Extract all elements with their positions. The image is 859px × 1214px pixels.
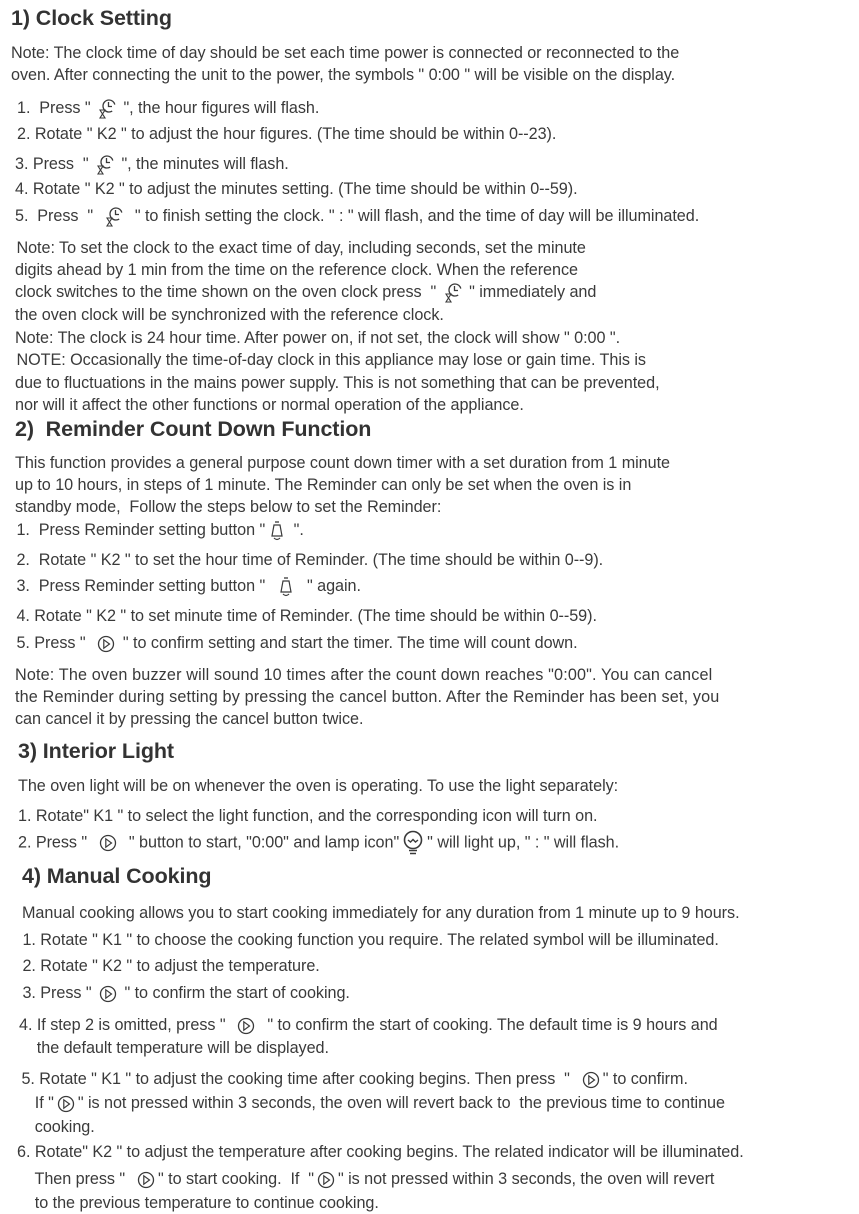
bell-icon (276, 576, 296, 598)
manual-step-2: 2. Rotate " K2 " to adjust the temperature. (18, 957, 320, 975)
start-icon (98, 832, 118, 854)
clock-icon (104, 206, 124, 228)
step-text: 1. Press Reminder setting button " (12, 521, 266, 539)
manual-step-6-line-2 (17, 1168, 714, 1191)
step-text: " is not pressed within 3 seconds, the oven will revert (337, 1170, 715, 1188)
bell-icon (267, 520, 287, 542)
manual-step-6-line-3: to the previous temperature to continue cooking. (17, 1194, 379, 1212)
manual-intro: Manual cooking allows you to start cooking immediately for any duration from 1 minute up to 9 hours. (22, 904, 740, 922)
clock-icon (97, 98, 117, 120)
clock-step-4: 4. Rotate " K2 " to adjust the minutes setting. (The time should be within 0--59). (15, 180, 578, 198)
manual-step-4 (19, 1014, 718, 1037)
clock-drift-note-line-3: nor will it affect the other functions or normal operation of the appliance. (15, 396, 524, 414)
start-icon (98, 983, 118, 1005)
clock-note2-line-2: digits ahead by 1 min from the time on the reference clock. When the reference (15, 261, 578, 279)
step-text: Then press " (17, 1170, 135, 1188)
reminder-step-4: 4. Rotate " K2 " to set minute time of Reminder. (The time should be within 0--59). (12, 607, 597, 625)
step-text: " to confirm the start of cooking. The default time is 9 hours and (258, 1016, 718, 1034)
reminder-note-line-2: the Reminder during setting by pressing the cancel button. After the Reminder has been set, you (15, 688, 720, 706)
step-text: 5. Rotate " K1 " to adjust the cooking time after cooking begins. Then press " (17, 1070, 579, 1088)
step-text: 5. Press " (12, 634, 95, 652)
step-text: 4. If step 2 is omitted, press " (19, 1016, 235, 1034)
light-step-1: 1. Rotate" K1 " to select the light function, and the corresponding icon will turn on. (18, 807, 598, 825)
reminder-step-3 (12, 575, 361, 598)
step-text: " again. (298, 577, 361, 595)
clock-step-2: 2. Rotate " K2 " to adjust the hour figures. (The time should be within 0--23). (17, 125, 557, 143)
reminder-note-line-3: can cancel it by pressing the cancel button twice. (15, 710, 364, 728)
clock-step-3 (15, 153, 289, 176)
step-text: 3. Press " (18, 984, 97, 1002)
clock-24h-note: Note: The clock is 24 hour time. After power on, if not set, the clock will show " 0:00 ". (15, 329, 621, 347)
note-text: clock switches to the time shown on the oven clock press " (15, 283, 441, 301)
clock-note-line-2: oven. After connecting the unit to the power, the symbols " 0:00 " will be visible on the display. (11, 66, 676, 84)
start-icon (316, 1169, 336, 1191)
step-text: " to confirm the start of cooking. (120, 984, 350, 1002)
reminder-step-1 (12, 519, 304, 542)
manual-step-4-line-2: the default temperature will be displayed. (19, 1039, 329, 1057)
interior-light-heading: 3) Interior Light (18, 739, 174, 763)
clock-drift-note-line-2: due to fluctuations in the mains power supply. This is not something that can be prevented, (15, 374, 660, 392)
step-text: 2. Press " (18, 833, 97, 852)
light-intro: The oven light will be on whenever the oven is operating. To use the light separately: (18, 777, 619, 795)
step-text: " to confirm setting and start the timer. The time will count down. (118, 634, 578, 652)
step-text: " button to start, "0:00" and lamp icon" (120, 833, 400, 852)
lamp-icon (401, 830, 425, 856)
step-text: " will light up, " : " will flash. (427, 833, 620, 852)
manual-step-6: 6. Rotate" K2 " to adjust the temperature after cooking begins. The related indicator will be illuminated. (17, 1143, 744, 1161)
step-text: 1. Press " (17, 99, 96, 117)
step-text: 3. Press " (15, 155, 94, 173)
clock-icon (95, 154, 115, 176)
start-icon (236, 1015, 256, 1037)
note-text: " immediately and (464, 283, 597, 301)
manual-step-3 (18, 982, 350, 1005)
clock-drift-note-line-1: NOTE: Occasionally the time-of-day clock in this appliance may lose or gain time. This is (12, 351, 646, 369)
step-text: ", the minutes will flash. (117, 155, 289, 173)
manual-cooking-heading: 4) Manual Cooking (22, 864, 212, 888)
step-text: " to start cooking. If " (158, 1170, 314, 1188)
manual-step-5-line-3: cooking. (17, 1118, 95, 1136)
manual-step-1: 1. Rotate " K1 " to choose the cooking function you require. The related symbol will be illuminated. (18, 931, 719, 949)
start-icon (581, 1069, 601, 1091)
step-text: " to confirm. (602, 1070, 688, 1088)
clock-note-line-1: Note: The clock time of day should be set each time power is connected or reconnected to the (11, 44, 680, 62)
clock-step-1 (17, 97, 319, 120)
clock-note2-line-3 (15, 281, 596, 304)
start-icon (136, 1169, 156, 1191)
clock-step-5 (15, 205, 699, 228)
reminder-note-line-1: Note: The oven buzzer will sound 10 times after the count down reaches "0:00". You can cancel (15, 666, 713, 684)
reminder-step-2: 2. Rotate " K2 " to set the hour time of Reminder. (The time should be within 0--9). (12, 551, 604, 569)
clock-setting-heading: 1) Clock Setting (11, 6, 172, 30)
manual-step-5-line-2 (17, 1092, 725, 1115)
reminder-intro-line-1: This function provides a general purpose count down timer with a set duration from 1 minute (15, 454, 670, 472)
step-text: " to finish setting the clock. " : " will flash, and the time of day will be illuminated. (125, 207, 700, 225)
clock-note2-line-4: the oven clock will be synchronized with the reference clock. (15, 306, 444, 324)
light-step-2 (18, 830, 619, 856)
reminder-intro-line-3: standby mode, Follow the steps below to set the Reminder: (15, 498, 442, 516)
step-text: ". (289, 521, 304, 539)
step-text: " is not pressed within 3 seconds, the oven will revert back to the previous time to continue (77, 1094, 725, 1112)
clock-icon (443, 282, 463, 304)
step-text: 5. Press " (15, 207, 102, 225)
step-text: If " (17, 1094, 54, 1112)
reminder-heading: 2) Reminder Count Down Function (15, 417, 372, 441)
start-icon (96, 633, 116, 655)
reminder-intro-line-2: up to 10 hours, in steps of 1 minute. The Reminder can only be set when the oven is in (15, 476, 632, 494)
clock-note2-line-1: Note: To set the clock to the exact time of day, including seconds, set the minute (12, 239, 586, 257)
reminder-step-5 (12, 632, 578, 655)
step-text: ", the hour figures will flash. (119, 99, 320, 117)
step-text: 3. Press Reminder setting button " (12, 577, 275, 595)
manual-step-5 (17, 1068, 688, 1091)
start-icon (56, 1093, 76, 1115)
